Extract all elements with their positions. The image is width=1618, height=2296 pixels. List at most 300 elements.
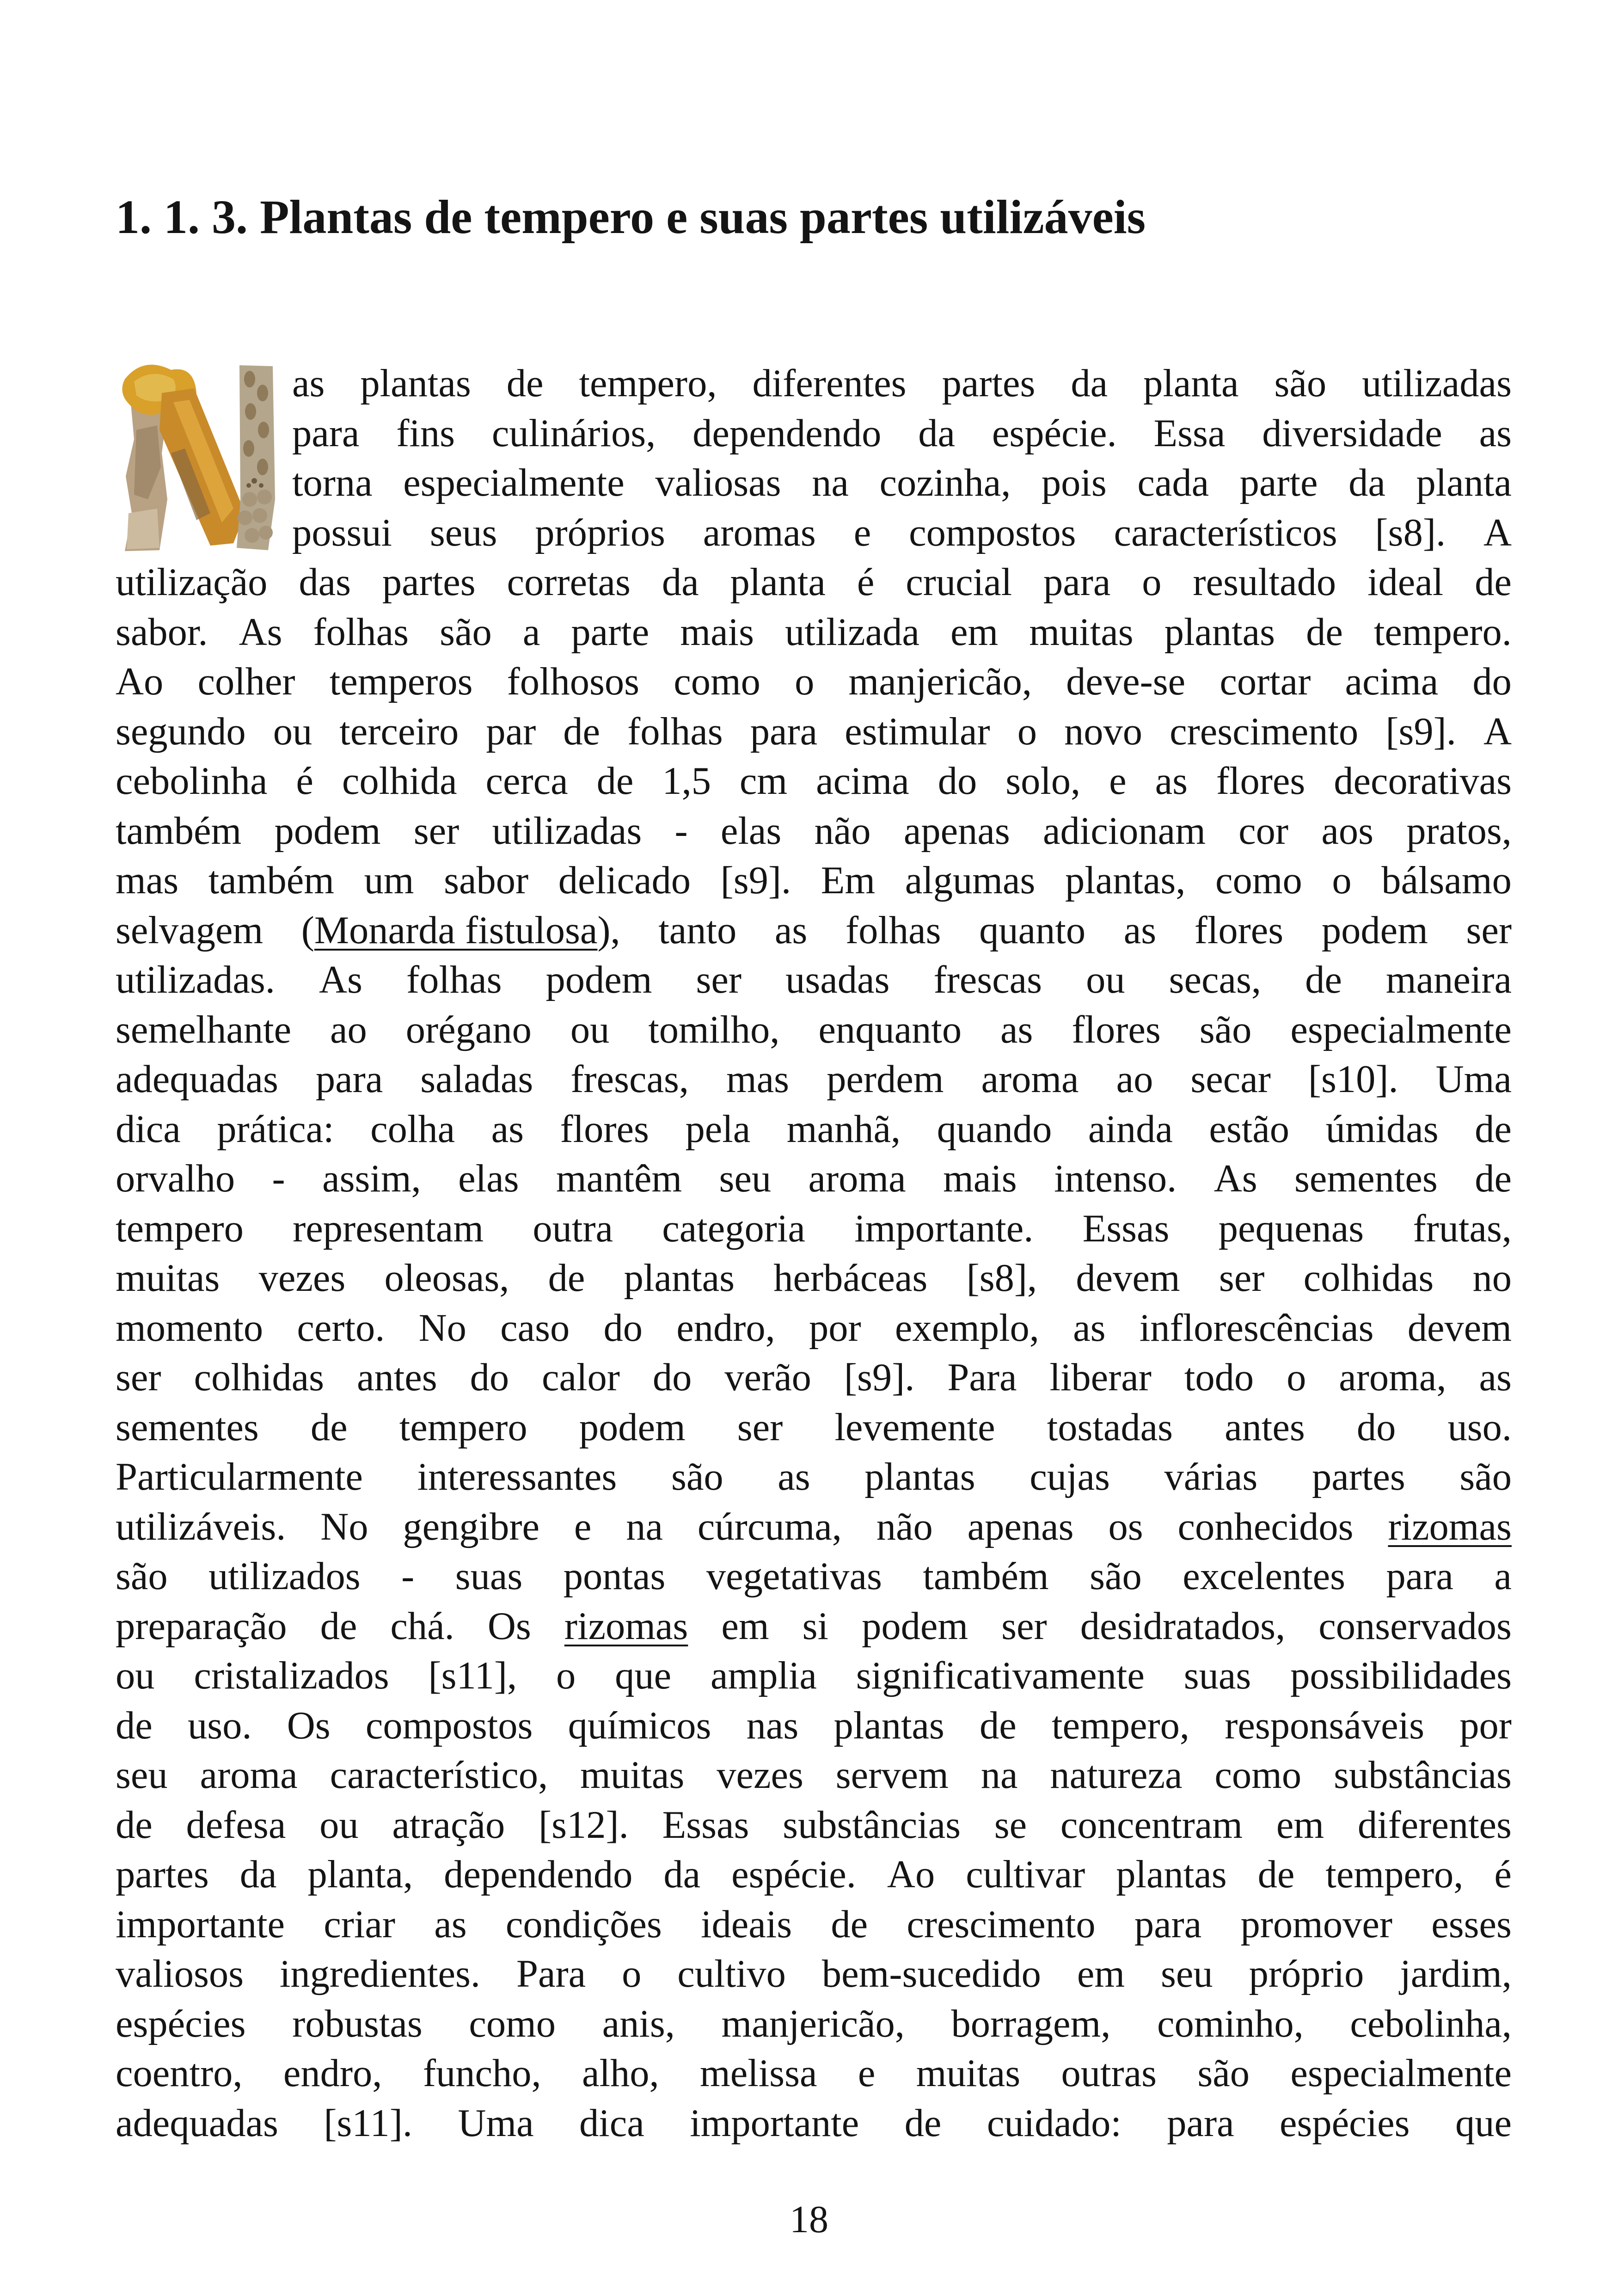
word: as [774,909,808,952]
word: quanto [979,909,1086,952]
word: plantas [1164,610,1275,654]
word: As [239,610,282,654]
word: para [750,710,818,753]
word: de [116,1704,153,1747]
word: partes [116,1853,209,1896]
word: da [1071,362,1108,405]
word: dica [116,1107,181,1151]
word: planta, [307,1853,413,1896]
word: planta [1143,362,1239,405]
word: partes [1312,1455,1405,1498]
word: cominho, [1157,2002,1304,2045]
page-number: 18 [790,2198,828,2241]
word: orégano [405,1008,532,1051]
word: - [272,1157,285,1200]
word: A [1483,511,1512,554]
word [1388,1502,1512,1552]
word: manhã, [786,1107,901,1151]
word: dependendo [693,411,882,455]
text-line [116,856,1512,906]
text-line [116,955,1512,1005]
word: possibilidades [1290,1654,1512,1697]
word: jardim, [1400,1952,1512,1995]
word: de [310,1406,348,1449]
word: [s9]. [1385,710,1456,753]
word: amplia [710,1654,817,1697]
text-line [116,1750,1512,1800]
word: de [1306,610,1343,654]
word: Essas [662,1803,749,1847]
word: coentro, [116,2052,243,2095]
word: de [506,362,544,405]
word: cor [1238,809,1289,853]
word: manjericão, [848,660,1032,703]
text-line [116,2099,1512,2149]
word: da [662,561,699,604]
word: verão [724,1356,811,1399]
word [564,1602,688,1651]
word: aroma [981,1058,1079,1101]
word: podem [274,809,381,853]
word: como [674,660,760,703]
word: ou [1086,958,1125,1001]
word: frescas [933,958,1042,1001]
text-line [116,707,1512,757]
word: devem [1076,1257,1180,1300]
word: [s8], [966,1257,1037,1300]
word: concentram [1060,1803,1243,1847]
word: bem-sucedido [821,1952,1041,1995]
word: Os [287,1704,331,1747]
word: para [1043,561,1111,604]
word: partes [942,362,1036,405]
word: calor [542,1356,620,1399]
word: [s12]. [539,1803,629,1847]
word: preparação [116,1604,287,1648]
word: folhosos [507,660,640,703]
word: servem [835,1754,949,1797]
word: frescas, [570,1058,689,1101]
word: folhas [313,610,409,654]
word: ser [413,809,460,853]
word: plantas [864,1455,975,1498]
word: ideais [701,1903,792,1946]
word: [s10]. [1308,1058,1398,1101]
word: compostos [909,511,1076,554]
word: possui [292,511,392,554]
word: de [980,1704,1017,1747]
word: vezes [717,1754,803,1797]
text-line [116,1999,1512,2049]
word: utilizadas [1362,362,1512,405]
word: algumas [905,859,1036,902]
word: Essa [1153,411,1226,455]
word: ser [116,1356,161,1399]
word: ser [1001,1604,1047,1648]
word: substâncias [783,1803,961,1847]
word: são [1090,1555,1142,1598]
word: tempero [116,1207,244,1250]
text-line [116,1154,1512,1204]
word: desidratados, [1080,1604,1286,1648]
word: aroma [200,1754,298,1797]
word: parte [571,610,650,654]
word: [s9]. [844,1356,915,1399]
word: parte [1239,461,1318,504]
word: próprios [535,511,665,554]
word: também [208,859,334,902]
word: de [596,760,634,803]
word: mais [943,1157,1017,1200]
word: cuidado: [987,2101,1122,2145]
word: saladas [420,1058,533,1101]
word: excelentes [1183,1555,1346,1598]
word: sementes [1294,1157,1438,1200]
word: de [904,2101,942,2145]
word: tomilho, [648,1008,780,1051]
word: valiosos [116,1952,244,1995]
word: crescimento [907,1903,1096,1946]
word: em [721,1604,769,1648]
text-line [116,1651,1512,1701]
word: chá. [390,1604,454,1648]
word: mas [116,859,179,902]
word: ou [273,710,313,753]
word: promover [1240,1903,1393,1946]
word: ser [1219,1257,1265,1300]
text-line [116,2049,1512,2099]
word: as [1155,760,1188,803]
word: colher [197,660,295,703]
word: não [876,1505,933,1548]
word: caso [500,1306,570,1350]
word: robustas [292,2002,423,2045]
word: tempero, [1052,1704,1190,1747]
word: melissa [700,2052,817,2095]
text-line [116,1204,1512,1254]
word: seu [1160,1952,1213,1995]
word: manjericão, [721,2002,905,2045]
word: intenso. [1054,1157,1177,1200]
word: acima [1345,660,1439,703]
word: Essas [1082,1207,1170,1250]
section-heading: 1. 1. 3. Plantas de tempero e suas partes utilizáveis [116,190,1146,244]
word: pois [1041,461,1107,504]
word: ao [330,1008,367,1051]
word: herbáceas [773,1257,928,1300]
word: solo, [1005,760,1081,803]
word: o [1017,710,1037,753]
word: delicado [558,859,691,902]
word: como [469,2002,556,2045]
word: si [802,1604,829,1648]
word: e [574,1505,592,1548]
word: o [1142,561,1162,604]
word: cultivar [966,1853,1085,1896]
word: temperos [329,660,473,703]
word: cultivo [677,1952,786,1995]
word: o [556,1654,576,1697]
word: como [1215,859,1302,902]
word: característicos [1114,511,1337,554]
word: para [1134,1903,1202,1946]
word: Uma [458,2101,534,2145]
word: esses [1431,1903,1512,1946]
word: inflorescências [1139,1306,1374,1350]
word: mantêm [556,1157,682,1200]
word: maneira [1385,958,1512,1001]
text-line [116,608,1512,657]
word: pela [685,1107,751,1151]
word: ideal [1367,561,1444,604]
word: como [1214,1754,1302,1797]
word: representam [293,1207,484,1250]
word: No [320,1505,368,1548]
word: defesa [186,1803,286,1847]
word: as [1479,1356,1512,1399]
text-line [116,1353,1512,1403]
word: é [296,760,313,803]
word: dica [579,2101,644,2145]
word: que [1455,2101,1512,2145]
text-line [116,1253,1512,1303]
word: pontas [563,1555,666,1598]
word: substâncias [1334,1754,1512,1797]
word: elas [458,1157,519,1200]
word: ou [116,1654,155,1697]
word: mais [680,610,754,654]
word: são [1199,1008,1252,1051]
word: as [1073,1306,1106,1350]
word: novo [1064,710,1142,753]
text-line [116,1701,1512,1751]
word: [s11]. [324,2101,412,2145]
word: não [814,809,871,853]
text-line [116,1850,1512,1900]
word: mas [726,1058,790,1101]
text-line [116,806,1512,856]
word: as [1123,909,1157,952]
word: seus [429,511,497,554]
word: de [1475,1107,1512,1151]
word: nas [746,1704,799,1747]
word: colha [370,1107,455,1151]
word: Particularmente [116,1455,363,1498]
word: muitas [580,1754,685,1797]
word: interessantes [417,1455,617,1498]
word: apenas [903,809,1010,853]
word: do [1356,1406,1396,1449]
word: [s8]. [1375,511,1446,554]
text-line [116,1005,1512,1055]
word: flores [1216,760,1305,803]
word: endro, [676,1306,775,1350]
word: importante [690,2101,859,2145]
text-line [116,1502,1512,1552]
word: usadas [785,958,890,1001]
word: planta [1416,461,1512,504]
word: em [1077,1952,1125,1995]
word: estão [1209,1107,1290,1151]
word: plantas [360,362,471,405]
text-line [116,756,1512,806]
word: importante. [854,1207,1034,1250]
word: cebolinha [116,760,268,803]
word: adequadas [116,2101,278,2145]
word: importante [116,1903,285,1946]
word: tempero, [579,362,717,405]
word: das [299,561,351,604]
word: vezes [258,1257,346,1300]
word: as [434,1903,467,1946]
text-line [116,1900,1512,1950]
word: atração [392,1803,505,1847]
word: gengibre [403,1505,540,1548]
word: torna [292,461,373,504]
word: para [315,1058,383,1101]
word: significativamente [856,1654,1145,1697]
word: criar [324,1903,396,1946]
word: estimular [845,710,990,753]
word: no [1472,1257,1512,1300]
word: crescimento [1170,710,1359,753]
word: do [603,1306,643,1350]
word: para [1167,2101,1234,2145]
word: sabor. [116,610,208,654]
word: tostadas [1047,1406,1173,1449]
word: as [491,1107,524,1151]
word: da [1348,461,1385,504]
word: são [1197,2052,1250,2095]
word: folhas [845,909,941,952]
word: muitas [116,1257,220,1300]
word: enquanto [818,1008,962,1051]
word: espécies [1280,2101,1410,2145]
word: na [812,461,849,504]
word: levemente [834,1406,995,1449]
word: exemplo, [895,1306,1039,1350]
word: especialmente [403,461,625,504]
word: Em [821,859,876,902]
word: folhas [406,958,502,1001]
word: o [622,1952,642,1995]
word: (Monarda fistulosa), [301,909,620,952]
word: colhidas [194,1356,325,1399]
word: 1,5 [662,760,711,803]
word: na [626,1505,663,1548]
text-line [116,906,1512,956]
word: do [938,760,977,803]
word: par [486,710,536,753]
word: espécie. [731,1853,856,1896]
word: ainda [1088,1107,1173,1151]
word: cm [739,760,788,803]
word: seu [116,1754,168,1797]
word: devem [1407,1306,1512,1350]
word: ao [1116,1058,1153,1101]
word: antes [1225,1406,1305,1449]
word: culinários, [491,411,656,455]
word: adequadas [116,1058,278,1101]
text-line [292,409,1512,459]
word: dependendo [444,1853,633,1896]
word: cúrcuma, [697,1505,842,1548]
word: químicos [568,1704,711,1747]
word: utilização [116,561,268,604]
word: são [440,610,492,654]
word: anis, [602,2002,675,2045]
word: Ao [887,1853,935,1896]
word: característico, [330,1754,548,1797]
word: condições [505,1903,662,1946]
text-line [116,1055,1512,1105]
word: o [1332,859,1352,902]
word: Para [516,1952,586,1995]
word: vegetativas [706,1555,882,1598]
word: Ao [116,660,164,703]
word: A [1483,710,1512,753]
text-line [292,359,1512,409]
word: de [1257,1853,1295,1896]
word: e [858,2052,876,2095]
word: de [1475,1157,1512,1200]
word: utilizada [785,610,919,654]
word: apenas [967,1505,1074,1548]
word: compostos [365,1704,533,1747]
word: todo [1184,1356,1254,1399]
word: próprio [1249,1952,1364,1995]
word: para [1386,1555,1453,1598]
word: corretas [507,561,631,604]
word: cozinha, [879,461,1011,504]
word: espécies [116,2002,246,2045]
word: para [292,411,360,455]
word: as [1479,411,1512,455]
word: utilizadas. [116,958,275,1001]
text-line [116,1949,1512,1999]
word: As [1214,1157,1257,1200]
word: muitas [1029,610,1134,654]
word: utilizados [208,1555,361,1598]
word: podem [862,1604,968,1648]
word: cristalizados [194,1654,389,1697]
word: aroma [808,1157,906,1200]
word: orvalho [116,1157,235,1200]
word: momento [116,1306,264,1350]
word: utilizáveis. [116,1505,286,1548]
word: liberar [1049,1356,1152,1399]
word: flores [1194,909,1284,952]
word: e [1109,760,1127,803]
word: outra [533,1207,613,1250]
word: cada [1137,461,1209,504]
word: - [674,809,688,853]
word: semelhante [116,1008,292,1051]
word: - [401,1555,415,1598]
word: espécie. [992,411,1117,455]
word: tanto [658,909,737,952]
word: decorativas [1334,760,1512,803]
word: os [1108,1505,1143,1548]
text-line [292,458,1512,508]
text-line [292,508,1512,558]
word: funcho, [423,2052,541,2095]
word: suas [455,1555,523,1598]
word: sabor [444,859,529,902]
word: cortar [1220,660,1311,703]
word: antes [357,1356,437,1399]
word: selvagem [116,909,264,952]
